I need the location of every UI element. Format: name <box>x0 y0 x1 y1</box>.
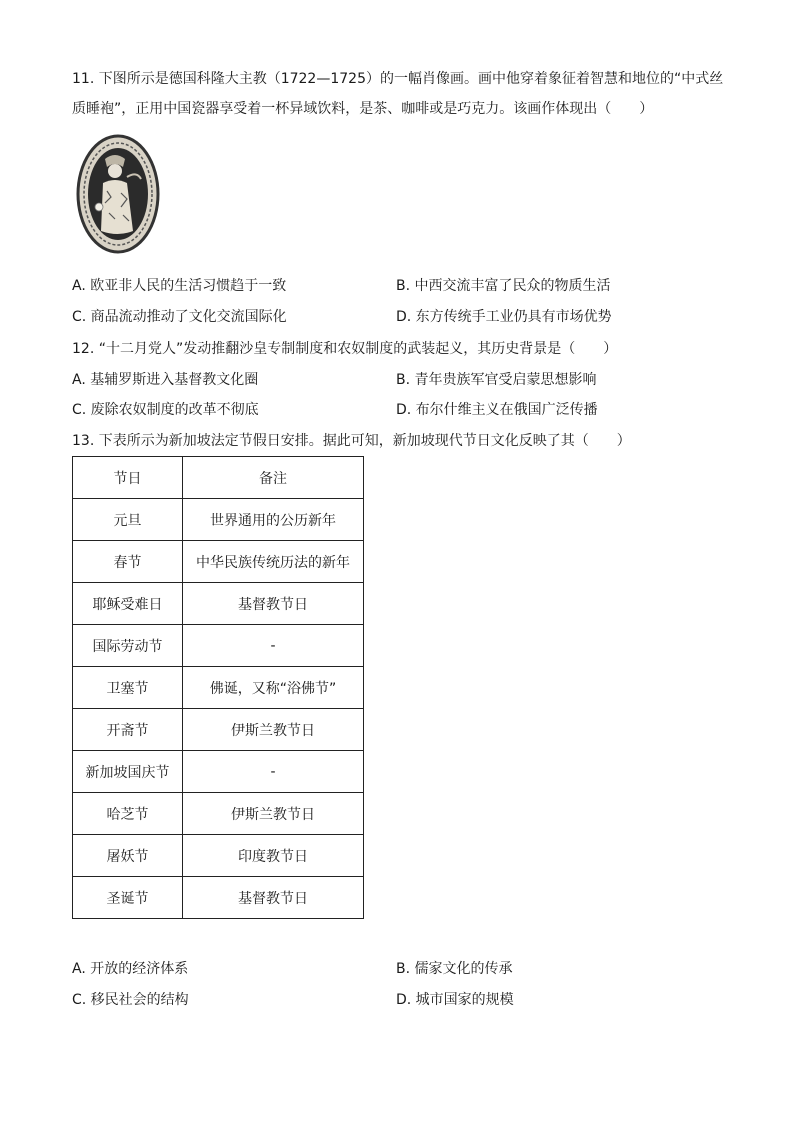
note-cell: 印度教节日 <box>183 835 364 877</box>
festival-cell: 元旦 <box>73 499 183 541</box>
note-cell: 伊斯兰教节日 <box>183 793 364 835</box>
q11-option-b[interactable]: B. 中西交流丰富了民众的物质生活 <box>396 278 611 294</box>
festival-cell: 屠妖节 <box>73 835 183 877</box>
note-cell: 基督教节日 <box>183 583 364 625</box>
portrait-image <box>75 133 161 255</box>
q11-option-a[interactable]: A. 欧亚非人民的生活习惯趋于一致 <box>72 278 287 294</box>
q12-stem: 12. “十二月党人”发动推翻沙皇专制制度和农奴制度的武装起义，其历史背景是（ ） <box>72 341 618 357</box>
q13-option-a[interactable]: A. 开放的经济体系 <box>72 961 189 977</box>
table-row <box>73 541 364 583</box>
note-cell: - <box>183 625 364 667</box>
festival-cell: 哈芝节 <box>73 793 183 835</box>
note-cell: 基督教节日 <box>183 877 364 919</box>
q12-option-d[interactable]: D. 布尔什维主义在俄国广泛传播 <box>396 402 598 418</box>
festival-cell: 耶稣受难日 <box>73 583 183 625</box>
q12-option-a[interactable]: A. 基辅罗斯进入基督教文化圈 <box>72 372 259 388</box>
table-row <box>73 499 364 541</box>
q13-option-d[interactable]: D. 城市国家的规模 <box>396 992 514 1008</box>
table-row <box>73 625 364 667</box>
q12-option-c[interactable]: C. 废除农奴制度的改革不彻底 <box>72 402 259 418</box>
festival-cell: 新加坡国庆节 <box>73 751 183 793</box>
q13-option-c[interactable]: C. 移民社会的结构 <box>72 992 189 1008</box>
note-cell: 佛诞，又称“浴佛节” <box>183 667 364 709</box>
table-row <box>73 667 364 709</box>
q11-option-c[interactable]: C. 商品流动推动了文化交流国际化 <box>72 309 287 325</box>
header-cell-note: 备注 <box>183 457 364 499</box>
festival-cell: 国际劳动节 <box>73 625 183 667</box>
note-cell: 伊斯兰教节日 <box>183 709 364 751</box>
q11-stem-line2: 质睡袍”，正用中国瓷器享受着一杯异域饮料，是茶、咖啡或是巧克力。该画作体现出（ ） <box>72 101 654 117</box>
table-row <box>73 583 364 625</box>
table-row <box>73 709 364 751</box>
q13-option-b[interactable]: B. 儒家文化的传承 <box>396 961 513 977</box>
table-row <box>73 751 364 793</box>
header-cell-festival: 节日 <box>73 457 183 499</box>
note-cell: 中华民族传统历法的新年 <box>183 541 364 583</box>
table-row <box>73 793 364 835</box>
festival-cell: 春节 <box>73 541 183 583</box>
note-cell: 世界通用的公历新年 <box>183 499 364 541</box>
q11-option-d[interactable]: D. 东方传统手工业仍具有市场优势 <box>396 309 612 325</box>
table-header-row <box>73 457 364 499</box>
table-row <box>73 835 364 877</box>
festival-cell: 圣诞节 <box>73 877 183 919</box>
festival-cell: 卫塞节 <box>73 667 183 709</box>
festival-cell: 开斋节 <box>73 709 183 751</box>
holiday-table <box>72 456 364 919</box>
note-cell: - <box>183 751 364 793</box>
q12-option-b[interactable]: B. 青年贵族军官受启蒙思想影响 <box>396 372 597 388</box>
q13-stem: 13. 下表所示为新加坡法定节假日安排。据此可知，新加坡现代节日文化反映了其（ ） <box>72 433 631 449</box>
q11-stem-line1: 11. 下图所示是德国科隆大主教（1722—1725）的一幅肖像画。画中他穿着象征着智慧和地位的“中式丝 <box>72 71 724 87</box>
table-row <box>73 877 364 919</box>
